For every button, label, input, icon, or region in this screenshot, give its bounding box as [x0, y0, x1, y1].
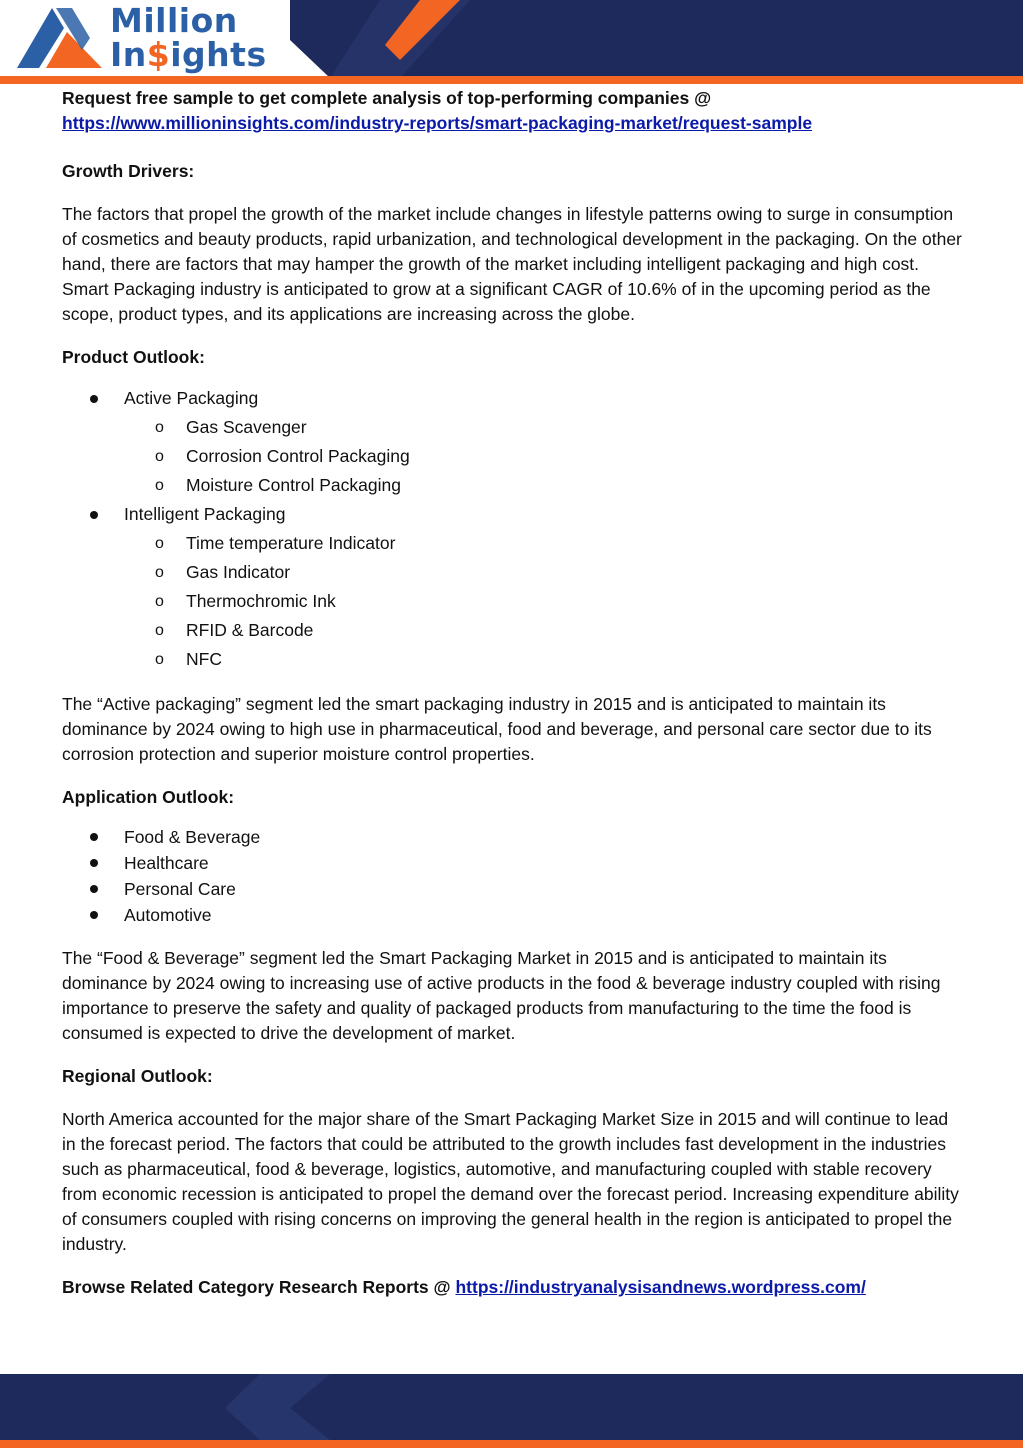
list-item: o Thermochromic Ink: [124, 587, 962, 616]
sub-list: [124, 529, 962, 674]
bullet-icon: [90, 833, 98, 841]
list-item: o NFC: [124, 645, 962, 674]
list-item: o RFID & Barcode: [124, 616, 962, 645]
application-heading: Application Outlook:: [62, 787, 235, 807]
application-body: The “Food & Beverage” segment led the Smart Packaging Market in 2015 and is anticipated to maintain its dominance by 2024 owing to increasing use of active products in the food & beverage industry coupled with rising importance to preserve the safety and quality of packaged products from manufacturing to the time the food is consumed is expected to drive the development of market.: [62, 948, 941, 1043]
circle-bullet-icon: o: [155, 535, 164, 552]
product-heading: Product Outlook:: [62, 347, 205, 367]
logo-line1: Million: [110, 1, 238, 40]
circle-bullet-icon: o: [155, 622, 164, 639]
sample-request-text: Request free sample to get complete analysis of top-performing companies @: [62, 88, 712, 108]
bullet-icon: [90, 885, 98, 893]
page-footer: [0, 1374, 1023, 1448]
footer-banner: [0, 1374, 1023, 1448]
list-item: Active Packaging o Gas Scavenger o Corrosion Control Packaging o Moisture Control Packaging: [62, 384, 962, 500]
bullet-icon: [90, 859, 98, 867]
application-list: [62, 824, 962, 928]
logo-mark-icon: [12, 4, 107, 72]
browse-link[interactable]: https://industryanalysisandnews.wordpress.com/: [455, 1277, 866, 1297]
list-item: Food & Beverage: [62, 824, 962, 850]
sample-request-link[interactable]: https://www.millioninsights.com/industry-reports/smart-packaging-market/request-sample: [62, 113, 813, 133]
list-item: o Corrosion Control Packaging: [124, 442, 962, 471]
regional-body: North America accounted for the major share of the Smart Packaging Market Size in 2015 and will continue to lead in the forecast period. The factors that could be attributed to the growth includes fast development in the industries such as pharmaceutical, food & beverage, logistics, automotive, and manufacturing coupled with stable recovery from economic recession is anticipated to propel the demand over the forecast period. Increasing expenditure ability of consumers coupled with rising concerns on improving the general health in the region is anticipated to propel the industry.: [62, 1109, 959, 1254]
circle-bullet-icon: o: [155, 448, 164, 465]
circle-bullet-icon: o: [155, 419, 164, 436]
bullet-icon: [90, 395, 98, 403]
circle-bullet-icon: o: [155, 651, 164, 668]
browse-line: [62, 1275, 962, 1300]
list-item: o Gas Indicator: [124, 558, 962, 587]
page-header: [0, 0, 1023, 84]
sub-list: [124, 413, 962, 500]
product-list: [62, 384, 962, 674]
list-item: o Moisture Control Packaging: [124, 471, 962, 500]
product-body: The “Active packaging” segment led the smart packaging industry in 2015 and is anticipated to maintain its dominance by 2024 owing to high use in pharmaceutical, food and beverage, and personal care sector due to its corrosion protection and superior moisture control properties.: [62, 694, 932, 764]
circle-bullet-icon: o: [155, 593, 164, 610]
bullet-icon: [90, 511, 98, 519]
circle-bullet-icon: o: [155, 477, 164, 494]
growth-heading: Growth Drivers:: [62, 161, 195, 181]
logo-wordmark: [110, 1, 267, 74]
list-item: Intelligent Packaging o Time temperature Indicator o Gas Indicator o Thermochromic Ink o RFID & Barcode o NFC: [62, 500, 962, 674]
regional-heading: Regional Outlook:: [62, 1066, 213, 1086]
bullet-icon: [90, 911, 98, 919]
list-item: Automotive: [62, 902, 962, 928]
growth-body: The factors that propel the growth of the market include changes in lifestyle patterns owing to surge in consumption of cosmetics and beauty products, rapid urbanization, and technological development in the packaging. On the other hand, there are factors that may hamper the growth of the market including intelligent packaging and high cost. Smart Packaging industry is anticipated to grow at a significant CAGR of 10.6% of in the upcoming period as the scope, product types, and its applications are increasing across the globe.: [62, 204, 962, 324]
list-item: Healthcare: [62, 850, 962, 876]
browse-text: Browse Related Category Research Reports @: [62, 1277, 451, 1297]
list-item: Personal Care: [62, 876, 962, 902]
logo-line2: In$ights: [110, 35, 267, 74]
list-item: o Time temperature Indicator: [124, 529, 962, 558]
circle-bullet-icon: o: [155, 564, 164, 581]
document-body: [62, 86, 962, 1300]
list-item: o Gas Scavenger: [124, 413, 962, 442]
